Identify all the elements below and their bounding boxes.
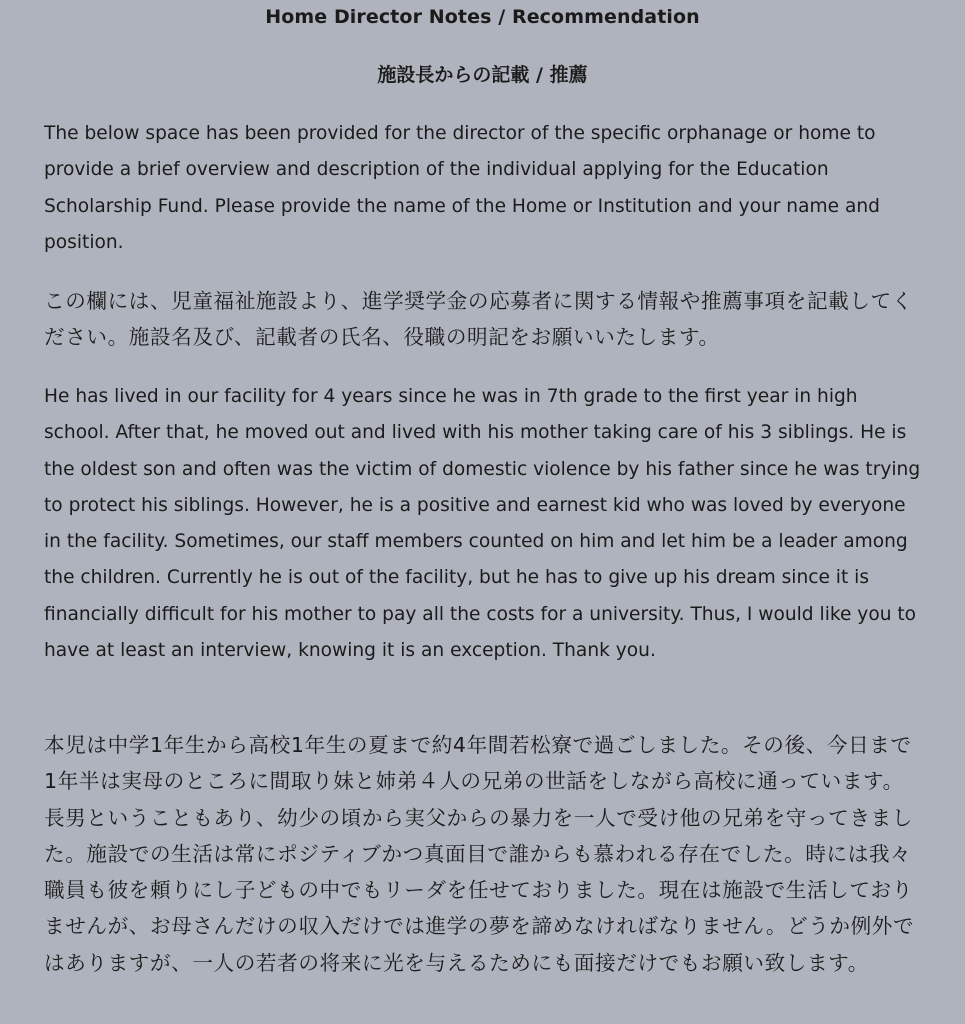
recommendation-paragraph-japanese: 本児は中学1年生から高校1年生の夏まで約4年間若松寮で過ごしました。その後、今日まで1年半は実母のところに間取り妹と姉弟４人の兄弟の世話をしながら高校に通っています。長男ということもあり、幼少の頃から実父からの暴力を一人で受け他の兄弟を守ってきました。施設での生活は常にポジティブかつ真面目で誰からも慕われる存在でした。時には我々職員も彼を頼りにし子どもの中でもリーダを任せておりました。現在は施設で生活しておりませんが、お母さんだけの収入だけでは進学の夢を諦めなければなりません。どうか例外ではありますが、一人の若者の将来に光を与えるためにも面接だけでもお願い致します。 [44, 733, 915, 975]
instructions-paragraph-english: The below space has been provided for the director of the specific orphanage or home to provide a brief overview and description of the individual applying for the Education Scholarship Fund. Please provide the name of the Home or Institution and your name and position. [44, 123, 880, 253]
recommendation-paragraph-english: He has lived in our facility for 4 years since he was in 7th grade to the first year in high school. After that, he moved out and lived with his mother taking care of his 3 siblings. He is the oldest son and often was the victim of domestic violence by his father since he was trying to protect his siblings. However, he is a positive and earnest kid who was loved by everyone in the facility. Sometimes, our staff members counted on him and let him be a leader among the children. Currently he is out of the facility, but he has to give up his dream since it is financially difficult for his mother to pay all the costs for a university. Thus, I would like you to have at least an interview, knowing it is an exception. Thank you. [44, 386, 921, 662]
instructions-paragraph-japanese: この欄には、児童福祉施設より、進学奨学金の応募者に関する情報や推薦事項を記載してください。施設名及び、記載者の氏名、役職の明記をお願いいたします。 [44, 289, 913, 350]
page-title-japanese: 施設長からの記載 / 推薦 [377, 64, 588, 86]
page-title-english: Home Director Notes / Recommendation [265, 6, 700, 28]
